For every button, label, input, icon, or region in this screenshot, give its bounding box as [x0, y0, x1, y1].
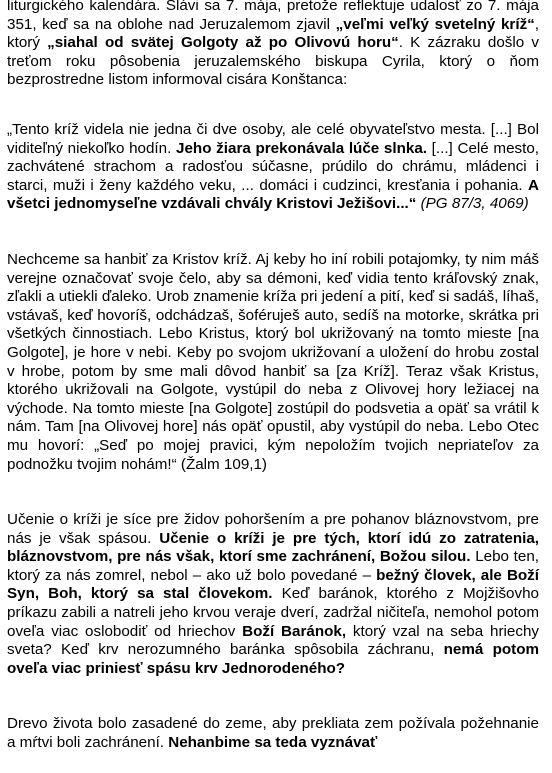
text-segment-bold: Nehanbime sa teda vyznávať [168, 733, 378, 751]
text-segment-bold: A všetci jednomyseľne vzdávali chvály Kristovi Ježišovi...“ [7, 176, 539, 213]
text-segment-bold: Učenie o kríži je pre tých, ktorí idú zo zatratenia, bláznovstvom, pre nás však, ktorí sme zachránení, Božou silou. [7, 529, 540, 566]
paragraph-teaching [7, 511, 539, 678]
text-segment: liturgického kalendára. Slávi sa 7. mája, pretože reflektuje udalosť zo 7. mája 351, keď sa na oblohe nad Jeruzalemom zjavil [7, 0, 539, 33]
text-segment: Drevo života bolo zasadené do zeme, aby prekliata zem požívala požehnanie a mŕtvi boli zachránení. [7, 715, 539, 751]
text-segment-bold: „siahal od svätej Golgoty až po Olivovú horu“ [47, 34, 399, 52]
text-segment-bold: bežný človek, ale Boží Syn, Boh, ktorý sa stal človekom. [7, 566, 539, 603]
text-segment-bold: „veľmi veľký svetelný kríž“ [335, 15, 535, 33]
text-segment: Učenie o kríži je síce pre židov pohoršením a pre pohanov bláznovstvom, pre nás je však spásou. [7, 511, 539, 547]
text-segment: „Tento kríž videla nie jedna či dve osoby, ale celé obyvateľstvo mesta. [...] Bol viditeľný niekoľko hodín. [7, 121, 539, 157]
text-segment: Keď baránok, ktorého z Mojžišovho príkazu zabili a natreli jeho krvou veraje dverí, zadržal ničiteľa, nemohol potom oveľa viac oslobodiť od hriechov [7, 585, 539, 640]
citation: (PG 87/3, 4069) [420, 195, 529, 213]
paragraph-shame [7, 251, 539, 474]
text-segment: . K zázraku došlo v treťom roku pôsobenia jeruzalemského biskupa Cyrila, ktorý o ňom bezprostredne listom informoval cisára Konštanca: [7, 34, 539, 89]
text-segment: , ktorý [7, 15, 539, 52]
text-segment: Nechceme sa hanbiť za Kristov kríž. Aj keby ho iní robili potajomky, ty nim máš verejne označovať svoje čelo, aby sa démoni, keď vidia tento kráľovský znak, zľakli a utiekli ďaleko. Urob znamenie kríža pri jedení a pití, keď si sadáš, líhaš, vstávaš, keď hovoríš, odchádzaš, šoféruješ auto, sedíš na motorke, skrátka pri všetkých činnostiach. Lebo Kristus, ktorý bol ukrižovaný na tomto mieste [na Golgote], je hore v nebi. Keby po svojom ukrižovaní a uložení do hrobu zostal v hrobe, potom by sme mali dôvod hanbiť sa [za Kríž]. Teraz však Kristus, ktorého ukrižovali na Golgote, vystúpil do neba z Olivovej hory ležiacej na východe. Na tomto mieste [na Golgote] zostúpil do podsvetia a opäť sa vrátil k nám. Tam [na Olivovej hore] nás opäť opustil, aby vystúpil do neba. Lebo Otec mu hovorí: „Seď po mojej pravici, kým nepoložím tvojich nepriateľov za podnožku tvojim nohám!“ (Žalm 109,1) [7, 251, 539, 473]
text-segment-bold: Jeho žiara prekonávala lúče slnka. [176, 139, 427, 157]
text-segment: [...] Celé mesto, zachvátené strachom a radosťou súčasne, prúdilo do chrámu, mládenci i starci, muži i ženy každého veku, ... domáci i cudzinci, kresťania i pohania. [7, 139, 539, 194]
text-segment-bold: nemá potom oveľa viac priniesť spásu krv Jednorodeného? [7, 641, 539, 677]
paragraph-tree [7, 715, 539, 752]
text-segment-bold: Boží Baránok, [242, 622, 347, 640]
text-segment: Lebo ten, ktorý za nás zomrel, nebol – ako už bolo povedané – [7, 548, 539, 584]
paragraph-intro [7, 0, 539, 90]
paragraph-quote [7, 121, 539, 214]
text-segment: ktorý vzal na seba hriechy sveta? Keď krv nerozumného baránka spôsobila záchranu, [7, 622, 539, 659]
